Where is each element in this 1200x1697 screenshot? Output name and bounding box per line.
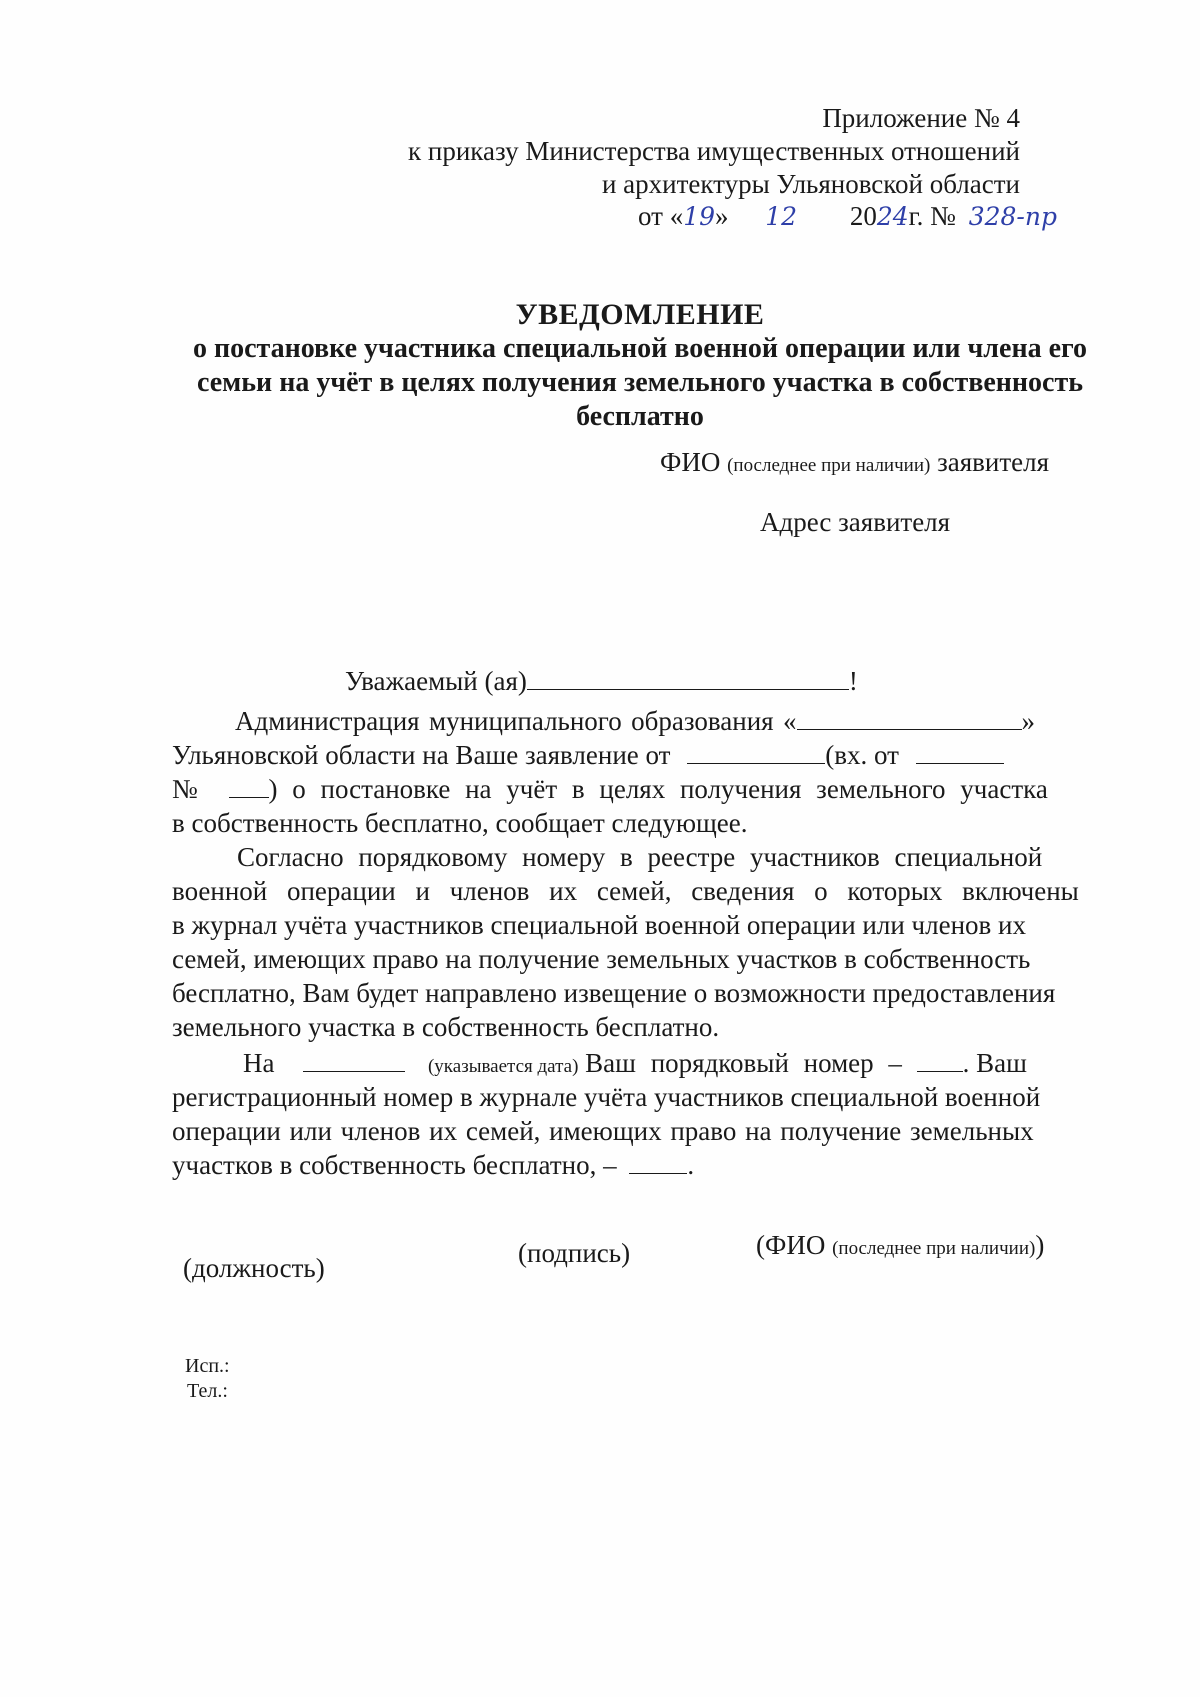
para2-line4: семей, имеющих право на получение земельных участков в собственность xyxy=(172,944,1031,974)
title-line-3: бесплатно xyxy=(576,401,704,432)
handwritten-month: 12 xyxy=(765,202,798,231)
para1-line1 xyxy=(235,705,1035,738)
salutation-end: ! xyxy=(848,666,858,696)
para2-line1: Согласно порядковому номеру в реестре участников специальной xyxy=(237,842,1043,872)
para3-line1-end: . Ваш xyxy=(962,1048,1027,1078)
para1-word-municipal: муниципального xyxy=(429,706,622,736)
addressee-fio-note: (последнее при наличии) xyxy=(727,455,931,476)
addressee-fio-prefix: ФИО xyxy=(660,447,721,477)
para2-line2: военной операции и членов их семей, сведения о которых включены xyxy=(172,876,1079,906)
para1-quote-open: « xyxy=(783,706,797,736)
salutation xyxy=(345,665,858,698)
para2-line3: в журнал учёта участников специальной военной операции или членов их xyxy=(172,910,1026,940)
para1-number-sign: № xyxy=(172,774,198,804)
signature-fio-suffix: ) xyxy=(1035,1230,1045,1260)
signature-fio-note: (последнее при наличии) xyxy=(832,1238,1036,1259)
annex-ministry: и архитектуры Ульяновской области xyxy=(601,169,1020,199)
signature-fio xyxy=(756,1230,1044,1261)
para3-line1 xyxy=(243,1047,1027,1083)
notice-date-blank xyxy=(303,1047,405,1072)
annex-date-prefix: от « xyxy=(638,201,684,231)
municipality-name-blank xyxy=(797,705,1022,730)
incoming-date-blank xyxy=(916,739,1004,764)
para3-date-note: (указывается дата) xyxy=(427,1056,579,1077)
annex-date-mid: » xyxy=(715,201,729,231)
para3-order-number-label: Ваш порядковый номер – xyxy=(585,1048,902,1078)
annex-number: Приложение № 4 xyxy=(822,103,1020,133)
annex-header xyxy=(408,102,1020,201)
annex-year-prefix: 20 xyxy=(849,201,877,231)
annex-date-line xyxy=(638,200,1057,233)
addressee-address: Адрес заявителя xyxy=(760,507,951,537)
application-date-blank xyxy=(687,739,825,764)
para1-word-formation: образования xyxy=(631,706,774,736)
handwritten-year: 24 xyxy=(876,202,909,231)
incoming-number-blank xyxy=(229,773,269,798)
para1-word-administration: Администрация xyxy=(235,706,420,736)
para1-line4: в собственность бесплатно, сообщает следующее. xyxy=(172,808,748,838)
para1-quote-close: » xyxy=(1021,706,1035,736)
document-title xyxy=(150,298,1130,434)
title-main: УВЕДОМЛЕНИЕ xyxy=(515,298,765,331)
contact-phone: Тел.: xyxy=(187,1380,228,1402)
title-line-2: семьи на учёт в целях получения земельного участка в собственность xyxy=(196,367,1084,398)
para1-line3-text: ) о постановке на учёт в целях получения земельного участка xyxy=(268,774,1048,804)
signature-sign: (подпись) xyxy=(518,1238,631,1268)
para3-line2: регистрационный номер в журнале учёта участников специальной военной xyxy=(172,1082,1041,1112)
annex-year-suffix: г. № xyxy=(908,201,956,231)
para2-line6: земельного участка в собственность бесплатно. xyxy=(172,1012,720,1042)
para1-incoming-ref: (вх. от xyxy=(825,740,899,770)
handwritten-day: 19 xyxy=(683,202,716,231)
handwritten-order-number: 328-пр xyxy=(968,202,1057,231)
para3-line4-text: участков в собственность бесплатно, – xyxy=(172,1150,617,1180)
para1-line2 xyxy=(172,739,1004,772)
salutation-text: Уважаемый (ая) xyxy=(345,666,527,696)
para2-line5: бесплатно, Вам будет направлено извещение о возможности предоставления xyxy=(172,978,1056,1008)
para3-line3: операции или членов их семей, имеющих право на получение земельных xyxy=(172,1116,1034,1146)
title-line-1: о постановке участника специальной военной операции или члена его xyxy=(192,333,1088,364)
salutation-name-blank xyxy=(527,665,849,690)
signature-fio-prefix: (ФИО xyxy=(756,1230,826,1260)
annex-order-ref: к приказу Министерства имущественных отношений xyxy=(408,136,1020,166)
para3-line4-end: . xyxy=(687,1150,695,1180)
registration-number-blank xyxy=(629,1149,687,1174)
order-number-blank xyxy=(917,1047,963,1072)
addressee-fio xyxy=(660,446,1049,482)
para1-line3 xyxy=(172,773,1048,806)
addressee-fio-suffix: заявителя xyxy=(937,447,1050,477)
para3-na: На xyxy=(243,1048,275,1078)
contact-executor: Исп.: xyxy=(185,1355,230,1377)
signature-position: (должность) xyxy=(183,1253,325,1283)
para1-line2-text: Ульяновской области на Ваше заявление от xyxy=(172,740,671,770)
para3-line4 xyxy=(172,1149,694,1182)
